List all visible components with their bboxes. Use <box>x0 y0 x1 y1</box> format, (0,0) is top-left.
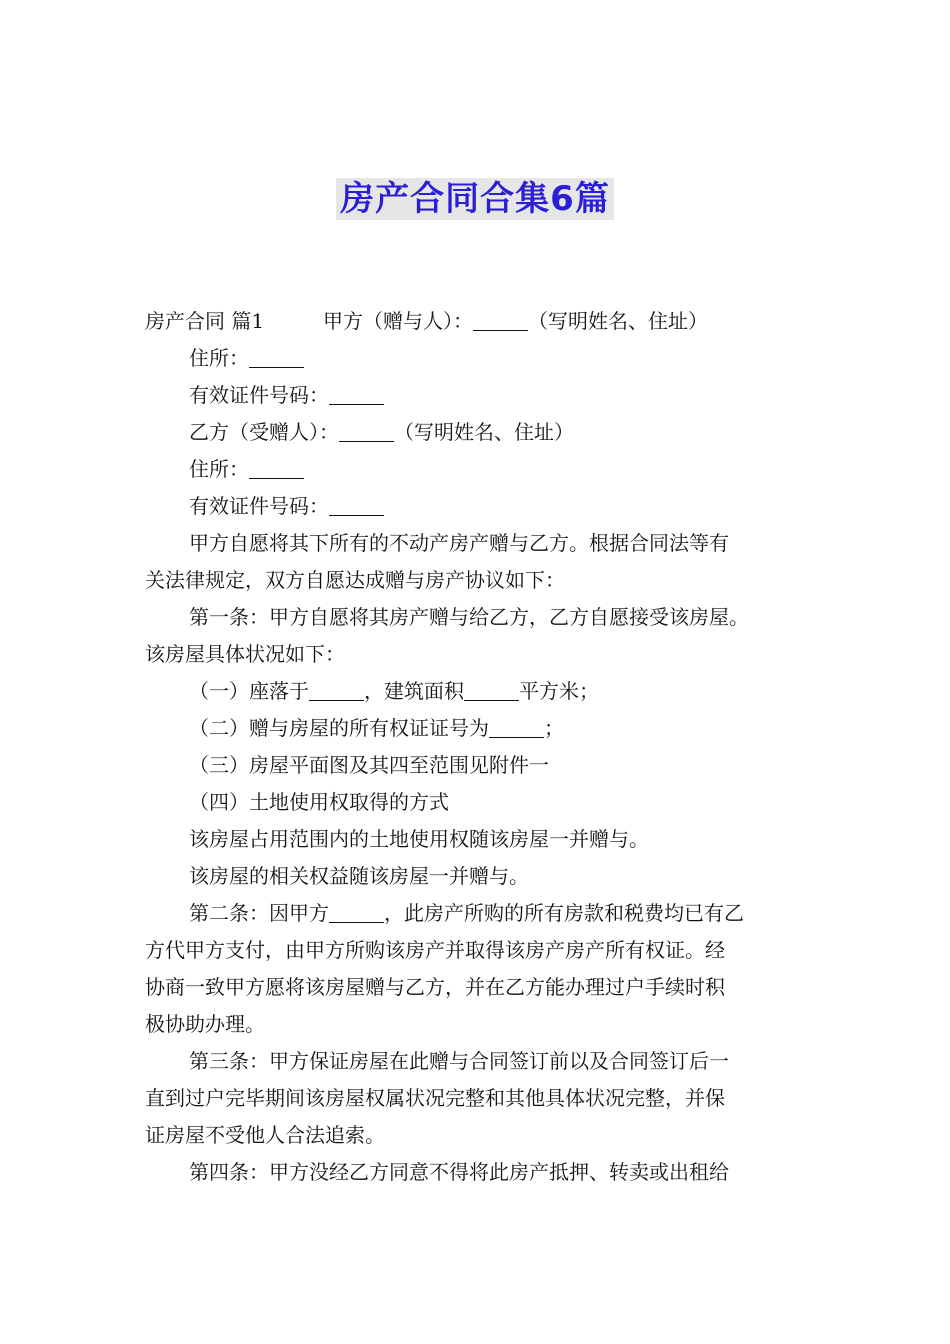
text-segment: ，此房产所购的所有房款和税费均已有乙 <box>384 901 744 925</box>
paragraph-line: 极协助办理。 <box>145 1012 265 1036</box>
fill-blank <box>473 308 528 331</box>
paragraph-line: 该房屋具体状况如下： <box>145 642 345 666</box>
text-segment: 平方米； <box>519 679 599 703</box>
paragraph-line: （三）房屋平面图及其四至范围见附件一 <box>189 753 549 777</box>
paragraph-line: 直到过户完毕期间该房屋权属状况完整和其他具体状况完整，并保 <box>145 1086 725 1110</box>
paragraph-line: 协商一致甲方愿将该房屋赠与乙方，并在乙方能办理过户手续时积 <box>145 975 725 999</box>
paragraph-line: 证房屋不受他人合法追索。 <box>145 1123 385 1147</box>
paragraph-line: （四）土地使用权取得的方式 <box>189 790 449 814</box>
fill-blank <box>329 382 384 405</box>
text-segment: ，建筑面积 <box>364 679 464 703</box>
section-label: 房产合同 篇1 <box>145 309 265 333</box>
paragraph-line: 第四条：甲方没经乙方同意不得将此房产抵押、转卖或出租给 <box>189 1160 729 1184</box>
fill-blank <box>489 715 544 738</box>
paragraph-line: 甲方自愿将其下所有的不动产房产赠与乙方。根据合同法等有 <box>189 531 729 555</box>
text-segment: 乙方（受赠人）： <box>189 420 339 444</box>
document-title: 房产合同合集6篇 <box>336 178 614 220</box>
paragraph-line <box>145 488 810 525</box>
paragraph-line: 方代甲方支付，由甲方所购该房产并取得该房产房产所有权证。经 <box>145 938 725 962</box>
paragraph-line <box>145 710 810 747</box>
fill-blank <box>339 419 394 442</box>
text-segment: 有效证件号码： <box>189 383 329 407</box>
paragraph-line <box>145 377 810 414</box>
text-segment: 甲方（赠与人）： <box>323 309 473 333</box>
paragraph-line <box>145 303 810 340</box>
text-segment: 有效证件号码： <box>189 494 329 518</box>
text-segment: （写明姓名、住址） <box>528 309 708 333</box>
fill-blank <box>329 900 384 923</box>
text-segment: （一）座落于 <box>189 679 309 703</box>
fill-blank <box>309 678 364 701</box>
fill-blank <box>329 493 384 516</box>
document-body <box>145 303 810 1191</box>
text-segment: 第二条：因甲方 <box>189 901 329 925</box>
paragraph-line: 第三条：甲方保证房屋在此赠与合同签订前以及合同签订后一 <box>189 1049 729 1073</box>
paragraph-line <box>145 673 810 710</box>
fill-blank <box>464 678 519 701</box>
fill-blank <box>249 345 304 368</box>
paragraph-line <box>145 414 810 451</box>
paragraph-line: 关法律规定，双方自愿达成赠与房产协议如下： <box>145 568 565 592</box>
text-segment: ； <box>544 716 564 740</box>
paragraph-line: 该房屋的相关权益随该房屋一并赠与。 <box>189 864 529 888</box>
paragraph-line <box>145 340 810 377</box>
paragraph-line: 该房屋占用范围内的土地使用权随该房屋一并赠与。 <box>189 827 649 851</box>
paragraph-line: 第一条：甲方自愿将其房产赠与给乙方，乙方自愿接受该房屋。 <box>189 605 749 629</box>
paragraph-line <box>145 895 810 932</box>
text-segment: （写明姓名、住址） <box>394 420 574 444</box>
document-title-wrap <box>0 178 950 220</box>
text-segment: 住所： <box>189 457 249 481</box>
fill-blank <box>249 456 304 479</box>
text-segment: （二）赠与房屋的所有权证证号为 <box>189 716 489 740</box>
paragraph-line <box>145 451 810 488</box>
text-segment: 住所： <box>189 346 249 370</box>
